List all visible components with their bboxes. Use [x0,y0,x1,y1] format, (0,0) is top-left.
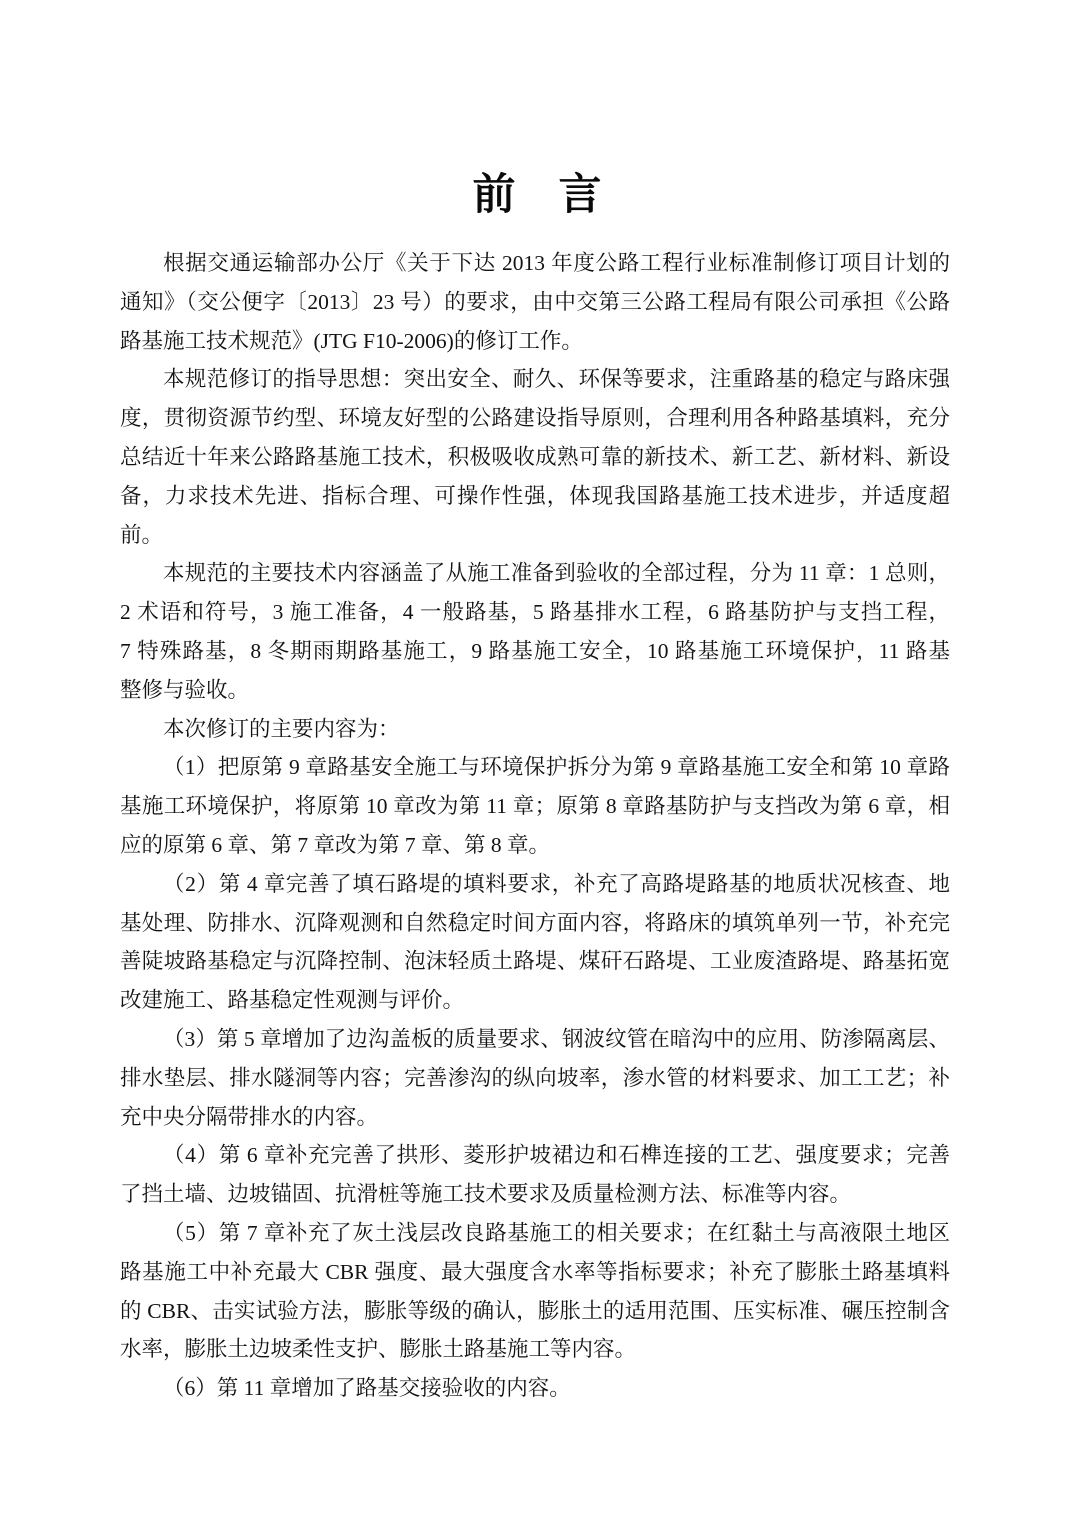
revision-item-6 [120,1369,950,1408]
text-line: 本次修订的主要内容为： [163,716,400,741]
text-line: 改建施工、路基稳定性观测与评价。 [120,988,465,1013]
text-line: 路基施工技术规范》(JTG F10-2006)的修订工作。 [120,328,583,353]
revision-item-3 [120,1020,950,1136]
text-line: 基施工环境保护，将原第 10 章改为第 11 章；原第 8 章路基防护与支挡改为第 6 章，相 [120,794,950,819]
text-line: 路基施工中补充最大 CBR 强度、最大强度含水率等指标要求；补充了膨胀土路基填料 [120,1259,950,1284]
page-title: 前 言 [472,171,602,219]
text-line: 本规范修订的指导思想：突出安全、耐久、环保等要求，注重路基的稳定与路床强 [163,367,950,392]
text-line: （5）第 7 章补充了灰土浅层改良路基施工的相关要求；在红黏土与高液限土地区 [163,1220,950,1245]
revision-item-1 [120,748,950,864]
text-line: 7 特殊路基，8 冬期雨期路基施工，9 路基施工安全，10 路基施工环境保护，11 路基 [120,638,950,663]
text-line: 总结近十年来公路路基施工技术，积极吸收成熟可靠的新技术、新工艺、新材料、新设 [120,444,950,469]
revision-item-2 [120,865,950,1020]
text-line: 备，力求技术先进、指标合理、可操作性强，体现我国路基施工技术进步，并适度超前。 [120,483,950,547]
text-line: 通知》（交公便字〔2013〕23 号）的要求，由中交第三公路工程局有限公司承担《公路 [120,289,950,314]
text-line: （6）第 11 章增加了路基交接验收的内容。 [163,1376,571,1401]
text-line: （3）第 5 章增加了边沟盖板的质量要求、钢波纹管在暗沟中的应用、防渗隔离层、 [163,1026,950,1051]
text-line: （4）第 6 章补充完善了拱形、菱形护坡裙边和石榫连接的工艺、强度要求；完善 [163,1143,950,1168]
text-line: 2 术语和符号，3 施工准备，4 一般路基，5 路基排水工程，6 路基防护与支挡工程， [120,600,950,625]
paragraph-intro [120,244,950,360]
paragraph-guiding-principles [120,360,950,554]
paragraph-chapter-overview [120,554,950,709]
paragraph-revision-lead-in [120,710,950,749]
text-line: 充中央分隔带排水的内容。 [120,1104,379,1129]
document-body [120,244,950,1408]
text-line: 了挡土墙、边坡锚固、抗滑桩等施工技术要求及质量检测方法、标准等内容。 [120,1182,852,1207]
text-line: 水率，膨胀土边坡柔性支护、膨胀土路基施工等内容。 [120,1337,637,1362]
text-line: 本规范的主要技术内容涵盖了从施工准备到验收的全部过程，分为 11 章：1 总则， [163,561,950,586]
revision-item-5 [120,1214,950,1369]
revision-item-4 [120,1136,950,1214]
text-line: 的 CBR、击实试验方法，膨胀等级的确认，膨胀土的适用范围、压实标准、碾压控制含 [120,1298,950,1323]
text-line: 整修与验收。 [120,677,250,702]
text-line: （2）第 4 章完善了填石路堤的填料要求，补充了高路堤路基的地质状况核查、地 [163,871,950,896]
text-line: 应的原第 6 章、第 7 章改为第 7 章、第 8 章。 [120,832,551,857]
text-line: 善陡坡路基稳定与沉降控制、泡沫轻质土路堤、煤矸石路堤、工业废渣路堤、路基拓宽 [120,949,950,974]
text-line: 度，贯彻资源节约型、环境友好型的公路建设指导原则，合理利用各种路基填料，充分 [120,406,950,431]
text-line: （1）把原第 9 章路基安全施工与环境保护拆分为第 9 章路基施工安全和第 10 章路 [163,755,950,780]
text-line: 排水垫层、排水隧洞等内容；完善渗沟的纵向坡率，渗水管的材料要求、加工工艺；补 [120,1065,950,1090]
text-line: 基处理、防排水、沉降观测和自然稳定时间方面内容，将路床的填筑单列一节，补充完 [120,910,950,935]
text-line: 根据交通运输部办公厅《关于下达 2013 年度公路工程行业标准制修订项目计划的 [163,251,950,275]
